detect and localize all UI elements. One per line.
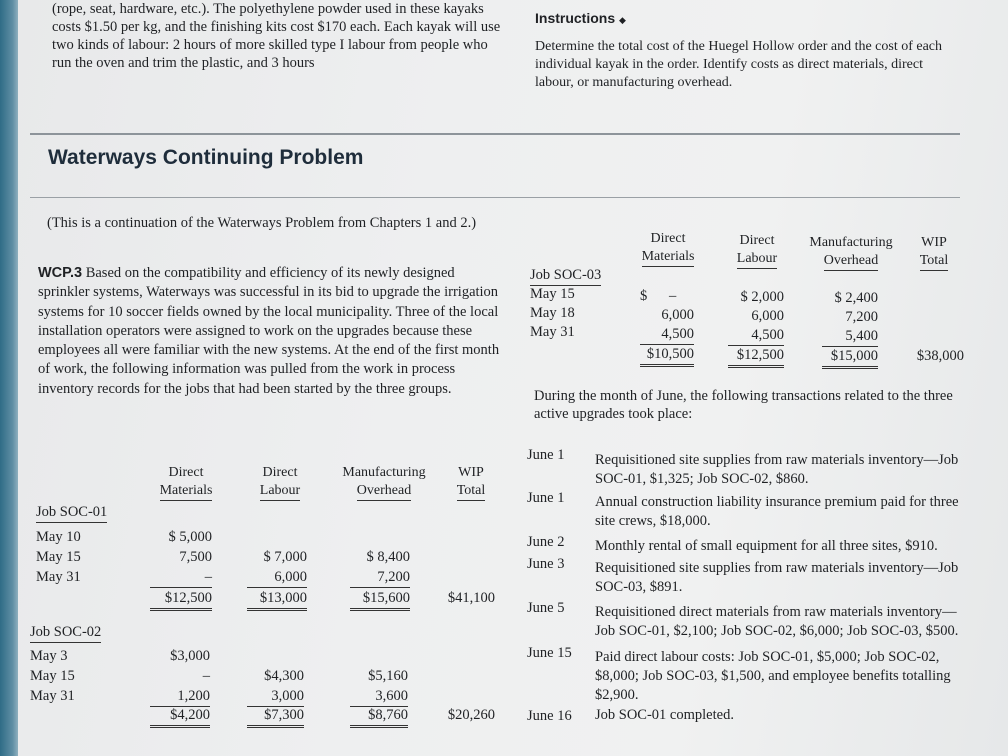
section-bottom-rule	[30, 197, 960, 198]
job2-dl: $4,300	[264, 668, 304, 684]
job1-total-mo: $15,600	[350, 589, 410, 611]
job3-total-mo: $15,000	[822, 347, 878, 369]
transaction-description: Requisitioned direct materials from raw materials inventory—Job SOC-01, $2,100; Job SOC-02, $6,000; Job SOC-03, $500.	[595, 604, 959, 639]
transaction-description: Requisitioned site supplies from raw materials inventory—Job SOC-03, $891.	[595, 560, 959, 595]
job2-mo: $5,160	[368, 668, 408, 684]
transaction-date: June 1	[527, 447, 565, 463]
transaction-description: Job SOC-01 completed.	[595, 707, 734, 723]
job3-dm: 6,000	[661, 307, 694, 323]
job1-name: Job SOC-01	[36, 503, 107, 523]
job3-header-direct-materials: Direct Materials	[632, 230, 704, 267]
top-left-paragraph: (rope, seat, hardware, etc.). The polyethylene powder used in these kayaks costs $1.50 per kg, and the finishing kits cost $170 each. Each kayak will use two kinds of labour: 2 hours of more skilled type I labour from people who run the oven and trim the plastic, and 3 hours	[52, 1, 501, 71]
job1-dm: $ 5,000	[168, 529, 212, 545]
job1-wip-total: $41,100	[447, 590, 495, 606]
job3-mo: $ 2,400	[834, 290, 878, 306]
job1-header-direct-materials: Direct Materials	[150, 464, 222, 501]
job1-date: May 15	[36, 549, 81, 565]
transaction-date: June 15	[527, 645, 572, 661]
job1-mo: $ 8,400	[366, 549, 410, 565]
job1-dm: 7,500	[179, 549, 212, 565]
job3-dm: $ –	[640, 288, 677, 304]
job3-total-dl: $12,500	[728, 346, 784, 368]
job2-name: Job SOC-02	[30, 623, 101, 643]
job3-date: May 31	[530, 324, 575, 340]
job2-dl: 3,000	[247, 687, 304, 707]
section-title: Waterways Continuing Problem	[48, 146, 364, 169]
job3-header-wip-total: WIP Total	[912, 234, 956, 271]
job3-date: May 15	[530, 286, 575, 302]
job2-total-mo: $8,760	[350, 706, 408, 728]
transaction-description: Monthly rental of small equipment for all three sites, $910.	[595, 538, 938, 554]
job1-header-wip-total: WIP Total	[448, 464, 494, 501]
job2-mo: 3,600	[350, 687, 408, 707]
transaction-date: June 3	[527, 556, 565, 572]
job3-wip-total: $38,000	[916, 348, 964, 364]
job2-dm: –	[202, 668, 210, 684]
job2-dm: 1,200	[150, 687, 210, 707]
job3-dl: 4,500	[728, 326, 784, 346]
instructions-heading: Instructions ◆	[535, 10, 626, 26]
job3-mo: 7,200	[845, 309, 878, 325]
job3-dl: $ 2,000	[740, 289, 784, 305]
transaction-description: Requisitioned site supplies from raw materials inventory—Job SOC-01, $1,325; Job SOC-02, $860.	[595, 452, 959, 487]
wcp3-label: WCP.3	[38, 265, 83, 281]
transaction-date: June 5	[527, 600, 565, 616]
job3-dl: 6,000	[751, 308, 784, 324]
wcp3-text: Based on the compatibility and efficiency of its newly designed sprinkler systems, Waterways was successful in its bid to upgrade the irrigation systems for 10 soccer fields owned by the local municipality. Three of the local installation operators were assigned to work on the upgrades because these employees all were familiar with the new systems. At the end of the first month of work, the following information was pulled from the work in process inventory records for the jobs that had been started by the three groups.	[38, 265, 500, 397]
job1-total-dm: $12,500	[150, 589, 212, 611]
job3-header-manufacturing-overhead: Manufacturing Overhead	[800, 234, 902, 271]
job3-header-direct-labour: Direct Labour	[726, 232, 788, 269]
job1-dl: 6,000	[247, 568, 307, 588]
job1-date: May 10	[36, 529, 81, 545]
job1-total-dl: $13,000	[247, 589, 307, 611]
job1-header-direct-labour: Direct Labour	[247, 464, 313, 501]
transaction-date: June 1	[527, 490, 565, 506]
instructions-text: Determine the total cost of the Huegel Hollow order and the cost of each individual kayak in the order. Identify costs as direct materials, direct labour, or manufacturing overhead.	[535, 39, 943, 90]
wcp3-paragraph	[38, 264, 500, 399]
job3-total-dm: $10,500	[640, 345, 694, 367]
transaction-date: June 2	[527, 534, 565, 550]
job1-dm: –	[150, 568, 212, 588]
job1-mo: 7,200	[350, 568, 410, 588]
job2-date: May 31	[30, 688, 75, 704]
job2-date: May 3	[30, 648, 68, 664]
transaction-description: Annual construction liability insurance premium paid for three site crews, $18,000.	[595, 494, 959, 529]
job1-header-manufacturing-overhead: Manufacturing Overhead	[333, 464, 435, 501]
job2-date: May 15	[30, 668, 75, 684]
job3-dm: 4,500	[640, 325, 694, 345]
job2-total-dl: $7,300	[247, 706, 304, 728]
job1-dl: $ 7,000	[263, 549, 307, 565]
job2-dm: $3,000	[170, 648, 210, 664]
section-top-rule	[30, 133, 960, 135]
transaction-description: Paid direct labour costs: Job SOC-01, $5,000; Job SOC-02, $8,000; Job SOC-03, $1,500, and employee benefits totalling $2,900.	[595, 649, 951, 703]
job3-date: May 18	[530, 305, 575, 321]
job3-mo: 5,400	[822, 327, 878, 347]
job2-total-dm: $4,200	[150, 706, 210, 728]
book-spine-edge	[0, 0, 18, 756]
job2-wip-total: $20,260	[447, 707, 495, 723]
transaction-date: June 16	[527, 708, 572, 724]
job1-date: May 31	[36, 569, 81, 585]
june-intro-paragraph: During the month of June, the following transactions related to the three active upgrades took place:	[534, 388, 953, 422]
intro-paragraph: (This is a continuation of the Waterways Problem from Chapters 1 and 2.)	[47, 215, 477, 231]
job3-name: Job SOC-03	[530, 266, 601, 286]
